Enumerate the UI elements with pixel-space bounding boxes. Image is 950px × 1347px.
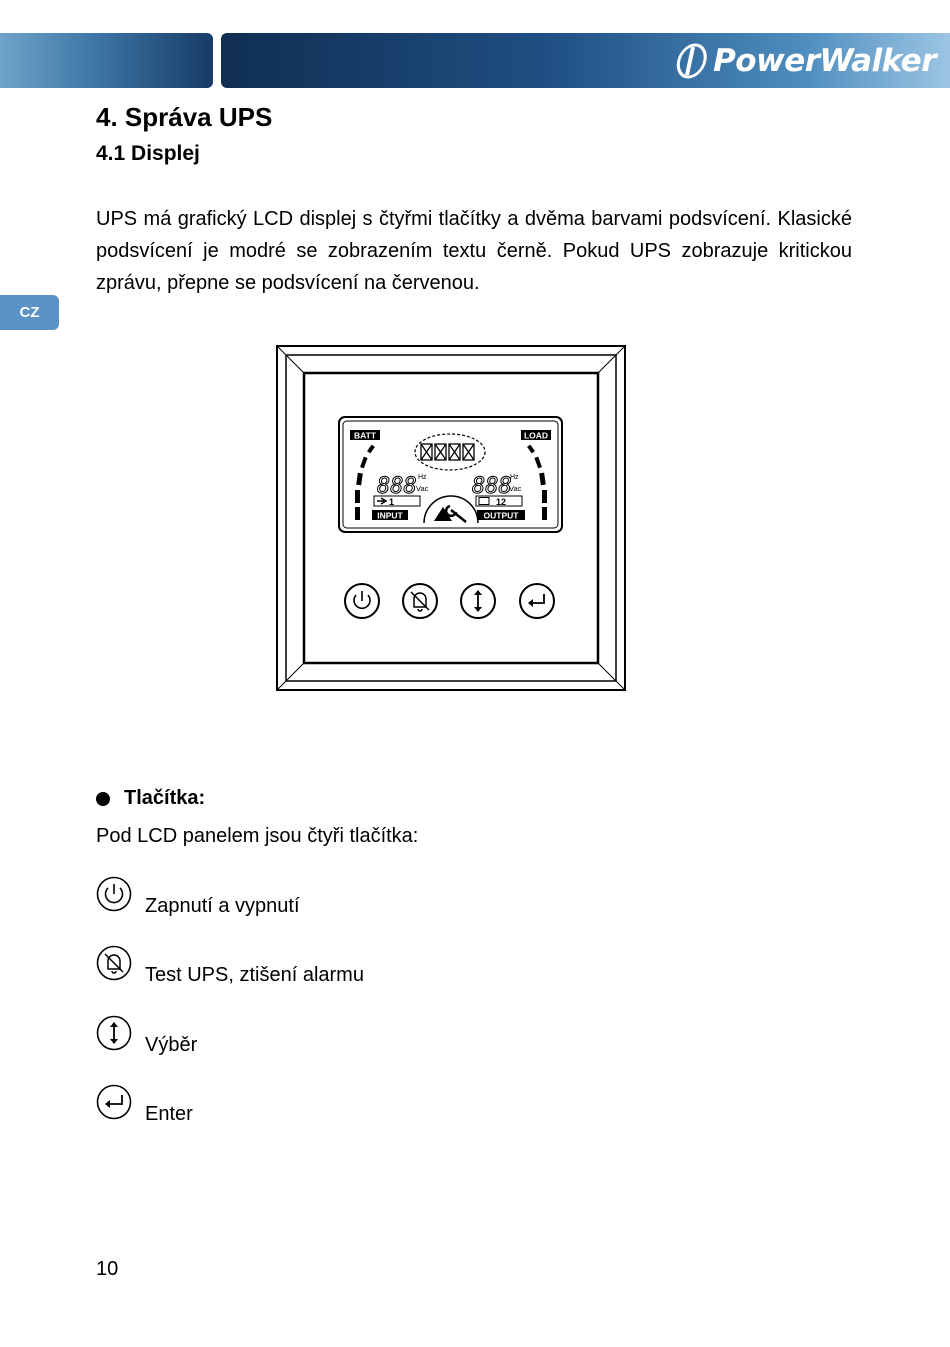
lcd-screen xyxy=(339,417,562,532)
button-label: Enter xyxy=(145,1103,193,1125)
panel-button-select[interactable] xyxy=(461,584,495,618)
language-tab-label: CZ xyxy=(19,304,40,321)
buttons-heading-text: Tlačítka: xyxy=(124,787,206,809)
batt-label: BATT xyxy=(353,430,377,441)
buttons-lead-text: Pod LCD panelem jsou čtyři tlačítka: xyxy=(96,825,419,847)
input-digits: 888 xyxy=(377,474,417,499)
output-digits: 888 xyxy=(472,474,512,499)
section-subtitle: 4.1 Displej xyxy=(96,142,200,165)
brand-name: PowerWalker xyxy=(713,43,936,79)
input-vac-label: Vac xyxy=(416,484,429,493)
ups-front-panel-illustration xyxy=(276,345,626,691)
load-label: LOAD xyxy=(523,430,549,441)
page-number: 10 xyxy=(96,1258,119,1280)
input-number: 1 xyxy=(389,497,395,507)
brand-logo xyxy=(675,40,936,82)
output-label: OUTPUT xyxy=(483,510,519,521)
up-down-arrow-icon xyxy=(96,1015,132,1051)
bullet-icon xyxy=(96,792,110,806)
enter-icon xyxy=(96,1084,132,1120)
header-bar-left xyxy=(0,33,213,88)
mute-bell-icon xyxy=(96,945,132,981)
powerwalker-logo-icon xyxy=(675,41,709,81)
button-label: Výběr xyxy=(145,1034,198,1056)
button-label: Test UPS, ztišení alarmu xyxy=(145,964,364,986)
button-description-power xyxy=(96,876,300,918)
power-icon xyxy=(96,876,132,912)
section-title: 4. Správa UPS xyxy=(96,102,273,132)
button-description-enter xyxy=(96,1084,193,1126)
output-hz-label: Hz xyxy=(510,474,519,481)
language-tab xyxy=(0,295,59,330)
buttons-heading xyxy=(96,787,205,810)
panel-button-mute[interactable] xyxy=(403,584,437,618)
output-number: 12 xyxy=(496,497,507,507)
intro-paragraph: UPS má grafický LCD displej s čtyřmi tlačítky a dvěma barvami podsvícení. Klasické podsvícení je modré se zobrazením textu černě. Pokud UPS zobrazuje kritickou zprávu, přepne se podsvícení na červenou. xyxy=(96,208,852,294)
panel-button-power[interactable] xyxy=(345,584,379,618)
output-vac-label: Vac xyxy=(509,484,522,493)
button-description-mute xyxy=(96,945,364,987)
input-hz-label: Hz xyxy=(418,474,427,481)
button-description-select xyxy=(96,1015,197,1057)
input-label: INPUT xyxy=(377,510,403,521)
panel-button-enter[interactable] xyxy=(520,584,554,618)
button-label: Zapnutí a vypnutí xyxy=(145,895,300,917)
